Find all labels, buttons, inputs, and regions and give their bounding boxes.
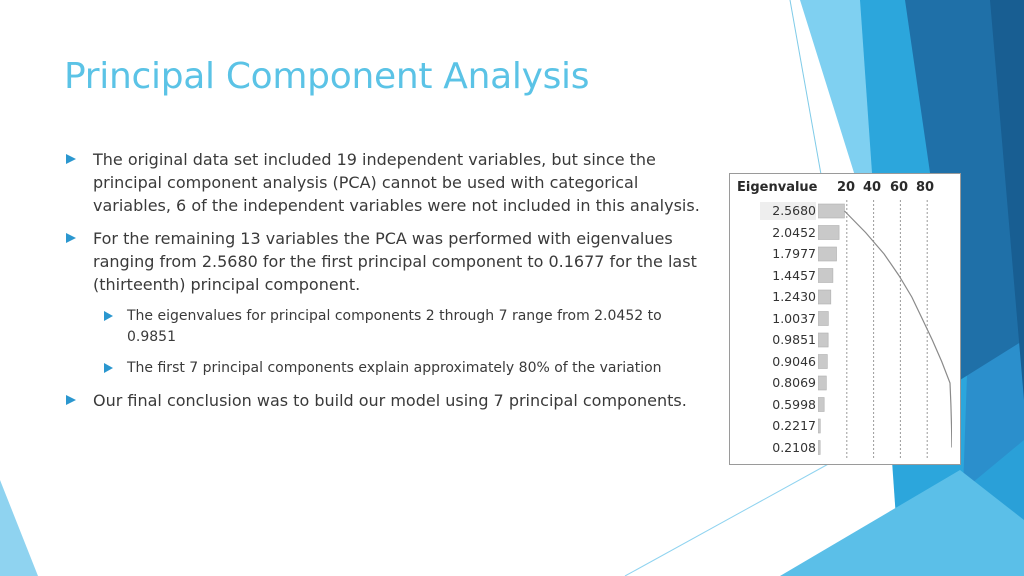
percent-tick-label: 40 [863,180,882,195]
bullet-item [62,148,710,217]
eigenvalue-bar [818,333,828,347]
scree-plot [818,198,952,462]
bullet-list [62,148,710,422]
eigenvalue-bar [818,312,828,326]
bullet-arrow-icon [66,154,76,164]
eigenvalue-cell: 0.2217 [772,418,816,433]
eigenvalue-bar [818,398,824,412]
percent-tick-label: 60 [890,180,909,195]
eigenvalue-cell: 2.0452 [772,224,816,240]
bullet-arrow-icon [104,311,113,321]
slide-title: Principal Component Analysis [64,56,590,97]
eigenvalue-cell: 0.5998 [772,396,816,412]
decorative-line-2 [625,462,832,576]
eigenvalue-bar [818,269,833,283]
eigenvalue-cell: 1.0037 [772,310,816,326]
eigenvalue-bar [818,376,826,390]
eigenvalue-table [729,173,961,465]
bullet-item [62,389,710,412]
eigenvalue-bar [818,290,831,304]
eigenvalue-bar [818,419,820,433]
percent-tick-label: 20 [837,180,856,195]
eigenvalue-header: Eigenvalue [737,180,818,195]
eigenvalue-cell: 0.9851 [772,332,816,347]
eigenvalue-cell: 0.2108 [772,439,816,455]
cumulative-percent-line [845,211,952,448]
eigenvalue-cell: 0.8069 [772,375,816,390]
eigenvalue-cell: 1.4457 [772,267,816,283]
eigenvalue-cell: 2.5680 [760,202,816,220]
eigenvalue-cell: 1.2430 [772,289,816,304]
eigenvalue-bar [818,441,820,455]
eigenvalue-cell: 0.9046 [772,353,816,369]
percent-tick-label: 80 [916,180,935,195]
eigenvalue-bar [818,204,844,218]
sub-bullet-text: The first 7 principal components explain approximately 80% of the variation [127,360,662,376]
bullet-item [62,227,710,296]
sub-bullet-item [62,358,710,379]
bullet-arrow-icon [104,363,113,373]
bullet-text: The original data set included 19 independent variables, but since the principal component analysis (PCA) cannot be used with categorical variables, 6 of the independent variables were not included in this analysis. [93,150,700,215]
left-accent-shape [0,480,38,576]
eigenvalue-bar [818,226,839,240]
bullet-text: For the remaining 13 variables the PCA was performed with eigenvalues ranging from 2.5680 for the first principal component to 0.1677 for the last (thirteenth) principal component. [93,229,697,294]
eigenvalue-bar [818,355,827,369]
sub-bullet-text: The eigenvalues for principal components 2 through 7 range from 2.0452 to 0.9851 [127,308,662,345]
eigenvalue-cell: 1.7977 [772,246,816,261]
bullet-arrow-icon [66,233,76,243]
eigenvalue-bar [818,247,837,261]
sub-bullet-item [62,306,710,348]
bullet-arrow-icon [66,395,76,405]
bullet-text: Our final conclusion was to build our model using 7 principal components. [93,391,687,410]
